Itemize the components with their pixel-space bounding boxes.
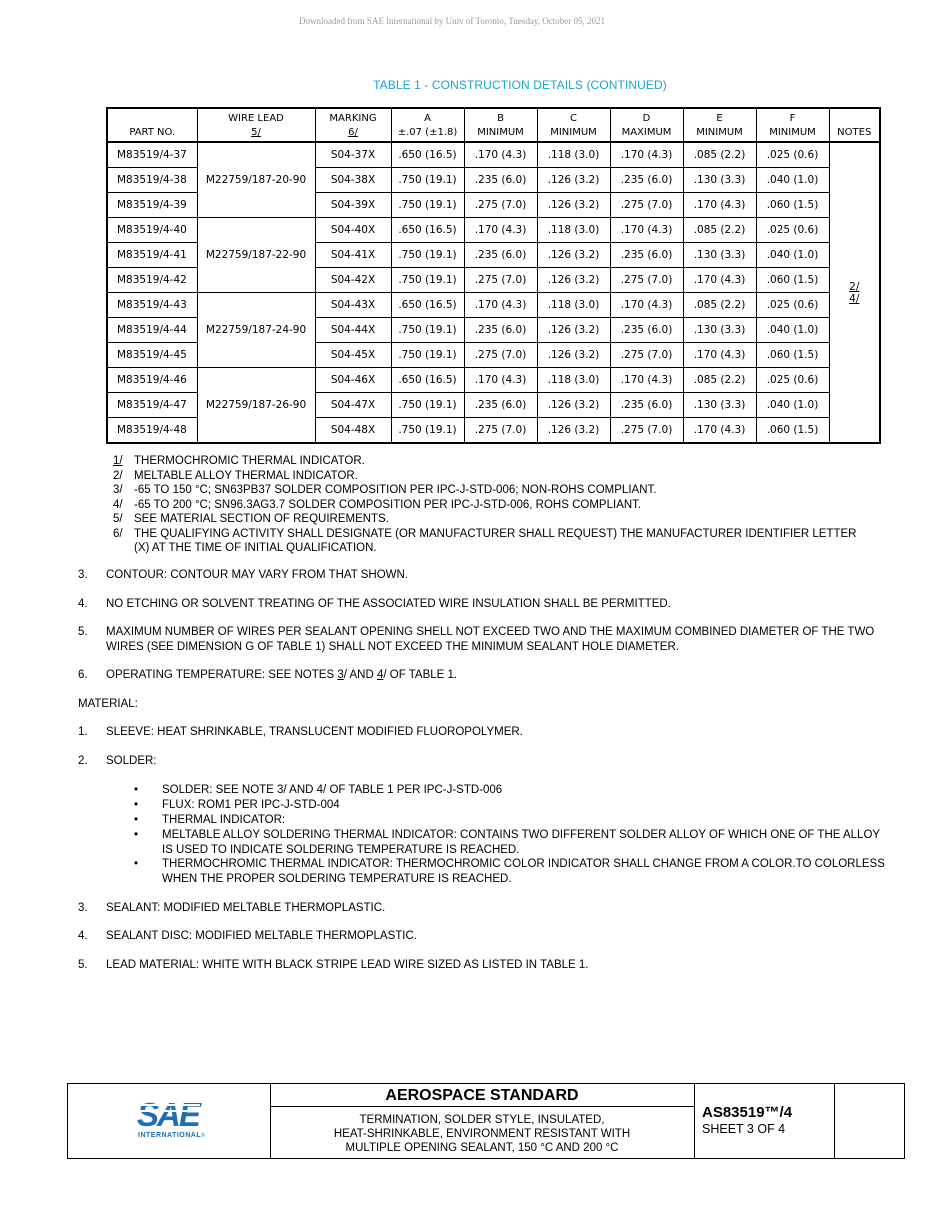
requirement-3 xyxy=(78,568,888,583)
dim-c-cell: .118 (3.0) xyxy=(537,293,610,318)
marking-cell: S04-43X xyxy=(315,293,391,318)
item-text: OPERATING TEMPERATURE: SEE NOTES 3/ AND 4/ OF TABLE 1. xyxy=(106,669,458,681)
material-3 xyxy=(78,901,888,916)
footnote-text: SEE MATERIAL SECTION OF REQUIREMENTS. xyxy=(134,513,389,525)
dim-d-cell: .235 (6.0) xyxy=(610,318,683,343)
logo-subtext: INTERNATIONAL xyxy=(138,1132,202,1139)
dim-a-cell: .650 (16.5) xyxy=(391,293,464,318)
dim-c-cell: .118 (3.0) xyxy=(537,368,610,393)
sub-bullet-item xyxy=(134,828,888,858)
header-c: C MINIMUM xyxy=(537,108,610,142)
dim-c-cell: .118 (3.0) xyxy=(537,218,610,243)
marking-cell: S04-46X xyxy=(315,368,391,393)
bullet-icon: • xyxy=(134,814,139,826)
part-number-cell: M83519/4-45 xyxy=(107,343,197,368)
header-wire-lead: WIRE LEAD 5/ xyxy=(197,108,315,142)
sae-logo xyxy=(68,1084,270,1158)
header-e: E MINIMUM xyxy=(683,108,756,142)
table-title: TABLE 1 - CONSTRUCTION DETAILS (CONTINUED) xyxy=(373,78,667,92)
dim-a-cell: .750 (19.1) xyxy=(391,268,464,293)
dim-b-cell: .170 (4.3) xyxy=(464,142,537,168)
dim-a-cell: .750 (19.1) xyxy=(391,343,464,368)
marking-cell: S04-47X xyxy=(315,393,391,418)
marking-cell: S04-38X xyxy=(315,168,391,193)
material-5 xyxy=(78,958,888,973)
footnote xyxy=(113,527,873,556)
dim-d-cell: .275 (7.0) xyxy=(610,343,683,368)
wire-lead-cell: M22759/187-24-90 xyxy=(197,293,315,368)
footnote-key: 1/ xyxy=(113,455,123,467)
logo-text: SAE xyxy=(137,1096,199,1133)
bullet-text: THERMOCHROMIC THERMAL INDICATOR: THERMOCHROMIC COLOR INDICATOR SHALL CHANGE FROM A COLOR.TO COLORLESS WHEN THE PROPER SOLDERING TEMPERATURE IS REACHED. xyxy=(162,858,885,885)
dim-c-cell: .126 (3.2) xyxy=(537,318,610,343)
dim-c-cell: .126 (3.2) xyxy=(537,243,610,268)
dim-d-cell: .170 (4.3) xyxy=(610,218,683,243)
dim-b-cell: .170 (4.3) xyxy=(464,218,537,243)
header-marking: MARKING 6/ xyxy=(315,108,391,142)
bullet-item xyxy=(134,783,888,798)
table-row xyxy=(107,142,880,168)
download-notice: Downloaded from SAE International by Univ of Toronto, Tuesday, October 05, 2021 xyxy=(298,16,606,26)
item-text: CONTOUR: CONTOUR MAY VARY FROM THAT SHOWN. xyxy=(106,569,409,581)
marking-cell: S04-48X xyxy=(315,418,391,444)
wire-lead-cell: M22759/187-26-90 xyxy=(197,368,315,444)
dim-f-cell: .025 (0.6) xyxy=(756,293,829,318)
table-body xyxy=(107,142,880,443)
footnote-text: MELTABLE ALLOY THERMAL INDICATOR. xyxy=(134,469,358,482)
header-a: A ±.07 (±1.8) xyxy=(391,108,464,142)
item-number: 5. xyxy=(78,959,88,971)
marking-cell: S04-39X xyxy=(315,193,391,218)
material-heading: MATERIAL: xyxy=(78,698,138,710)
table-row xyxy=(107,368,880,393)
dim-c-cell: .126 (3.2) xyxy=(537,168,610,193)
marking-cell: S04-41X xyxy=(315,243,391,268)
dim-a-cell: .650 (16.5) xyxy=(391,142,464,168)
dim-d-cell: .170 (4.3) xyxy=(610,142,683,168)
footnote xyxy=(113,454,873,469)
bullet-item xyxy=(134,798,888,813)
requirement-4 xyxy=(78,597,888,612)
dim-b-cell: .275 (7.0) xyxy=(464,418,537,444)
footnote xyxy=(113,483,873,498)
dim-c-cell: .126 (3.2) xyxy=(537,418,610,444)
footnote-text: THE QUALIFYING ACTIVITY SHALL DESIGNATE (OR MANUFACTURER SHALL REQUEST) THE MANUFACTURER IDENTIFIER LETTER (X) AT THE TIME OF INITIAL QUALIFICATION. xyxy=(134,527,857,554)
standard-heading: AEROSPACE STANDARD xyxy=(270,1084,694,1107)
part-number-cell: M83519/4-46 xyxy=(107,368,197,393)
part-number-cell: M83519/4-37 xyxy=(107,142,197,168)
dim-d-cell: .235 (6.0) xyxy=(610,243,683,268)
dim-a-cell: .750 (19.1) xyxy=(391,418,464,444)
item-number: 3. xyxy=(78,902,88,914)
footnote xyxy=(113,469,873,484)
dim-b-cell: .235 (6.0) xyxy=(464,168,537,193)
item-text: NO ETCHING OR SOLVENT TREATING OF THE ASSOCIATED WIRE INSULATION SHALL BE PERMITTED. xyxy=(106,598,671,610)
dim-c-cell: .118 (3.0) xyxy=(537,142,610,168)
footnote xyxy=(113,512,873,527)
dim-c-cell: .126 (3.2) xyxy=(537,193,610,218)
bullet-icon: • xyxy=(134,858,139,870)
wire-lead-cell: M22759/187-22-90 xyxy=(197,218,315,293)
bullet-item xyxy=(134,813,888,828)
item-number: 2. xyxy=(78,755,88,767)
item-number: 5. xyxy=(78,626,88,638)
item-number: 3. xyxy=(78,569,88,581)
item-text: SLEEVE: HEAT SHRINKABLE, TRANSLUCENT MODIFIED FLUOROPOLYMER. xyxy=(106,726,523,738)
requirement-6 xyxy=(78,668,888,683)
document-number: AS83519™/4 xyxy=(702,1104,793,1121)
footnote-text: THERMOCHROMIC THERMAL INDICATOR. xyxy=(134,455,365,467)
dim-f-cell: .025 (0.6) xyxy=(756,218,829,243)
header-b: B MINIMUM xyxy=(464,108,537,142)
dim-f-cell: .060 (1.5) xyxy=(756,418,829,444)
footnote-key: 6/ xyxy=(113,527,123,540)
table-row xyxy=(107,218,880,243)
footnote-key: 4/ xyxy=(113,498,123,511)
footnote-text: -65 TO 150 °C; SN63PB37 SOLDER COMPOSITION PER IPC-J-STD-006; NON-ROHS COMPLIANT. xyxy=(134,484,657,496)
dim-e-cell: .170 (4.3) xyxy=(683,193,756,218)
part-number-cell: M83519/4-41 xyxy=(107,243,197,268)
logo-cell xyxy=(68,1084,271,1158)
dim-b-cell: .235 (6.0) xyxy=(464,393,537,418)
notes-cell: 2/ 4/ xyxy=(829,142,880,443)
item-number: 1. xyxy=(78,726,88,738)
sub-bullet-item xyxy=(134,857,888,887)
header-d: D MAXIMUM xyxy=(610,108,683,142)
part-number-cell: M83519/4-42 xyxy=(107,268,197,293)
title-block xyxy=(67,1083,905,1159)
dim-b-cell: .170 (4.3) xyxy=(464,368,537,393)
dim-e-cell: .130 (3.3) xyxy=(683,168,756,193)
dim-d-cell: .275 (7.0) xyxy=(610,193,683,218)
dim-e-cell: .170 (4.3) xyxy=(683,418,756,444)
part-number-cell: M83519/4-40 xyxy=(107,218,197,243)
footnote-text: -65 TO 200 °C; SN96.3AG3.7 SOLDER COMPOSITION PER IPC-J-STD-006, ROHS COMPLIANT. xyxy=(134,498,642,511)
dim-a-cell: .750 (19.1) xyxy=(391,393,464,418)
footnote xyxy=(113,498,873,513)
dim-e-cell: .130 (3.3) xyxy=(683,243,756,268)
footnote-key: 2/ xyxy=(113,469,123,482)
bullet-text: FLUX: ROM1 PER IPC-J-STD-004 xyxy=(162,799,340,811)
part-number-cell: M83519/4-43 xyxy=(107,293,197,318)
dim-f-cell: .060 (1.5) xyxy=(756,193,829,218)
item-number: 4. xyxy=(78,930,88,942)
header-part-no: PART NO. xyxy=(107,108,197,142)
footnote-key: 5/ xyxy=(113,513,123,525)
document-number-cell xyxy=(694,1084,835,1158)
requirement-5 xyxy=(78,625,888,655)
material-4 xyxy=(78,929,888,944)
footnote-key: 3/ xyxy=(113,484,123,496)
item-text: SEALANT DISC: MODIFIED MELTABLE THERMOPLASTIC. xyxy=(106,930,417,942)
part-number-cell: M83519/4-47 xyxy=(107,393,197,418)
dim-f-cell: .040 (1.0) xyxy=(756,318,829,343)
part-number-cell: M83519/4-39 xyxy=(107,193,197,218)
part-number-cell: M83519/4-44 xyxy=(107,318,197,343)
marking-cell: S04-40X xyxy=(315,218,391,243)
header-notes: NOTES xyxy=(829,108,880,142)
table-row xyxy=(107,293,880,318)
dim-d-cell: .275 (7.0) xyxy=(610,268,683,293)
dim-a-cell: .750 (19.1) xyxy=(391,168,464,193)
bullet-text: THERMAL INDICATOR: xyxy=(162,814,286,826)
dim-b-cell: .235 (6.0) xyxy=(464,243,537,268)
dim-f-cell: .060 (1.5) xyxy=(756,343,829,368)
dim-f-cell: .040 (1.0) xyxy=(756,168,829,193)
dim-f-cell: .025 (0.6) xyxy=(756,368,829,393)
bullet-icon: • xyxy=(134,799,139,811)
document-title: TERMINATION, SOLDER STYLE, INSULATED, HEAT-SHRINKABLE, ENVIRONMENT RESISTANT WITH MULTIPLE OPENING SEALANT, 150 °C AND 200 °C xyxy=(333,1114,631,1154)
marking-cell: S04-42X xyxy=(315,268,391,293)
bullet-icon: • xyxy=(134,784,139,796)
item-text: LEAD MATERIAL: WHITE WITH BLACK STRIPE LEAD WIRE SIZED AS LISTED IN TABLE 1. xyxy=(106,959,589,971)
blank-cell xyxy=(834,1084,904,1158)
bullet-icon: • xyxy=(134,829,139,841)
dim-b-cell: .235 (6.0) xyxy=(464,318,537,343)
item-text: SEALANT: MODIFIED MELTABLE THERMOPLASTIC. xyxy=(106,902,386,914)
marking-cell: S04-44X xyxy=(315,318,391,343)
material-2 xyxy=(78,754,888,769)
wire-lead-cell: M22759/187-20-90 xyxy=(197,142,315,218)
dim-c-cell: .126 (3.2) xyxy=(537,393,610,418)
title-cell xyxy=(270,1084,695,1158)
construction-details-table xyxy=(106,107,881,444)
dim-a-cell: .750 (19.1) xyxy=(391,318,464,343)
dim-e-cell: .170 (4.3) xyxy=(683,343,756,368)
dim-d-cell: .235 (6.0) xyxy=(610,168,683,193)
marking-cell: S04-37X xyxy=(315,142,391,168)
dim-a-cell: .750 (19.1) xyxy=(391,243,464,268)
table-header-row xyxy=(107,108,880,142)
table-footnotes xyxy=(113,454,873,556)
logo-registered-mark: ® xyxy=(201,1133,205,1139)
dim-f-cell: .025 (0.6) xyxy=(756,142,829,168)
marking-cell: S04-45X xyxy=(315,343,391,368)
item-number: 4. xyxy=(78,598,88,610)
dim-e-cell: .085 (2.2) xyxy=(683,293,756,318)
dim-d-cell: .275 (7.0) xyxy=(610,418,683,444)
item-text: SOLDER: xyxy=(106,755,157,767)
dim-c-cell: .126 (3.2) xyxy=(537,268,610,293)
bullet-text: SOLDER: SEE NOTE 3/ AND 4/ OF TABLE 1 PER IPC-J-STD-006 xyxy=(162,784,503,796)
dim-e-cell: .085 (2.2) xyxy=(683,218,756,243)
part-number-cell: M83519/4-38 xyxy=(107,168,197,193)
dim-a-cell: .650 (16.5) xyxy=(391,368,464,393)
dim-e-cell: .130 (3.3) xyxy=(683,393,756,418)
material-1 xyxy=(78,725,888,740)
dim-a-cell: .750 (19.1) xyxy=(391,193,464,218)
sheet-number: SHEET 3 OF 4 xyxy=(702,1122,786,1136)
dim-e-cell: .170 (4.3) xyxy=(683,268,756,293)
dim-c-cell: .126 (3.2) xyxy=(537,343,610,368)
dim-d-cell: .235 (6.0) xyxy=(610,393,683,418)
dim-e-cell: .085 (2.2) xyxy=(683,142,756,168)
dim-b-cell: .275 (7.0) xyxy=(464,193,537,218)
dim-b-cell: .275 (7.0) xyxy=(464,343,537,368)
dim-d-cell: .170 (4.3) xyxy=(610,293,683,318)
dim-b-cell: .275 (7.0) xyxy=(464,268,537,293)
dim-b-cell: .170 (4.3) xyxy=(464,293,537,318)
dim-f-cell: .040 (1.0) xyxy=(756,393,829,418)
dim-f-cell: .040 (1.0) xyxy=(756,243,829,268)
item-text: MAXIMUM NUMBER OF WIRES PER SEALANT OPENING SHELL NOT EXCEED TWO AND THE MAXIMUM COMBINED DIAMETER OF THE TWO WIRES (SEE DIMENSION G OF TABLE 1) SHALL NOT EXCEED THE MINIMUM SEALANT HOLE DIAMETER. xyxy=(106,626,875,653)
dim-e-cell: .130 (3.3) xyxy=(683,318,756,343)
header-f: F MINIMUM xyxy=(756,108,829,142)
dim-d-cell: .170 (4.3) xyxy=(610,368,683,393)
dim-f-cell: .060 (1.5) xyxy=(756,268,829,293)
item-number: 6. xyxy=(78,669,88,681)
dim-e-cell: .085 (2.2) xyxy=(683,368,756,393)
part-number-cell: M83519/4-48 xyxy=(107,418,197,444)
bullet-text: MELTABLE ALLOY SOLDERING THERMAL INDICATOR: CONTAINS TWO DIFFERENT SOLDER ALLOY OF WHICH ONE OF THE ALLOY IS USED TO INDICATE SOLDERING TEMPERATURE IS REACHED. xyxy=(162,829,880,856)
dim-a-cell: .650 (16.5) xyxy=(391,218,464,243)
